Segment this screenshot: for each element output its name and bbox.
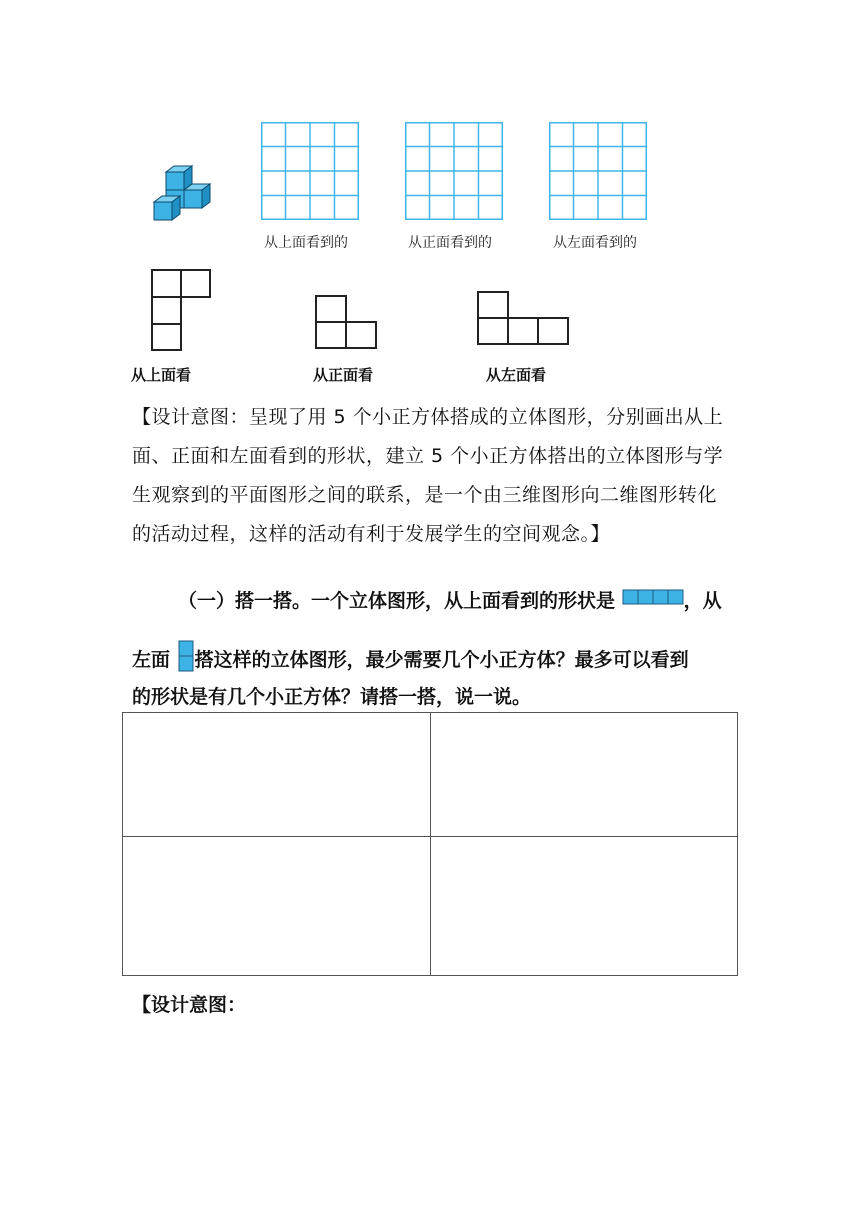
activity-line-1-tail: ，从 (683, 590, 722, 612)
front-view-grid (405, 122, 503, 220)
top-view-grid (261, 122, 359, 220)
table-cell-r2c1[interactable] (123, 837, 430, 975)
front-view-answer-caption: 从正面看 (313, 366, 374, 384)
activity-line-2 (132, 640, 689, 672)
activity-line-2-text: 搭这样的立体图形，最少需要几个小正方体？最多可以看到 (194, 649, 689, 671)
design-intent-heading: 【设计意图： (132, 994, 247, 1016)
left-view-caption: 从左面看到的 (553, 235, 637, 251)
top-view-answer-caption: 从上面看 (131, 366, 192, 384)
table-cell-r2c2[interactable] (431, 837, 737, 975)
activity-line-3: 的形状是有几个小正方体？请搭一搭，说一说。 (132, 686, 532, 708)
top-view-shape (150, 268, 214, 352)
table-cell-r1c1[interactable] (123, 713, 430, 836)
activity-line-1-text: （一）搭一搭。一个立体图形，从上面看到的形状是 (178, 590, 616, 612)
left-view-grid (549, 122, 647, 220)
two-squares-column-icon (177, 640, 195, 672)
top-view-caption: 从上面看到的 (264, 235, 348, 251)
answer-table (122, 712, 738, 976)
table-cell-r1c2[interactable] (431, 713, 737, 836)
activity-line-1 (178, 586, 722, 613)
four-squares-row-icon (622, 589, 684, 605)
cube-stack-illustration (150, 162, 220, 224)
activity-line-2-start: 左面 (132, 649, 171, 671)
left-view-shape (476, 290, 572, 348)
left-view-answer-caption: 从左面看 (486, 366, 547, 384)
front-view-shape (314, 294, 380, 352)
design-intent-paragraph: 【设计意图：呈现了用 5 个小正方体搭成的立体图形，分别画出从上面、正面和左面看到的形状，建立 5 个小正方体搭出的立体图形与学生观察到的平面图形之间的联系，是一个由三维图形向二维图形转化的活动过程，这样的活动有利于发展学生的空间观念。】 (132, 406, 724, 545)
front-view-caption: 从正面看到的 (408, 235, 492, 251)
